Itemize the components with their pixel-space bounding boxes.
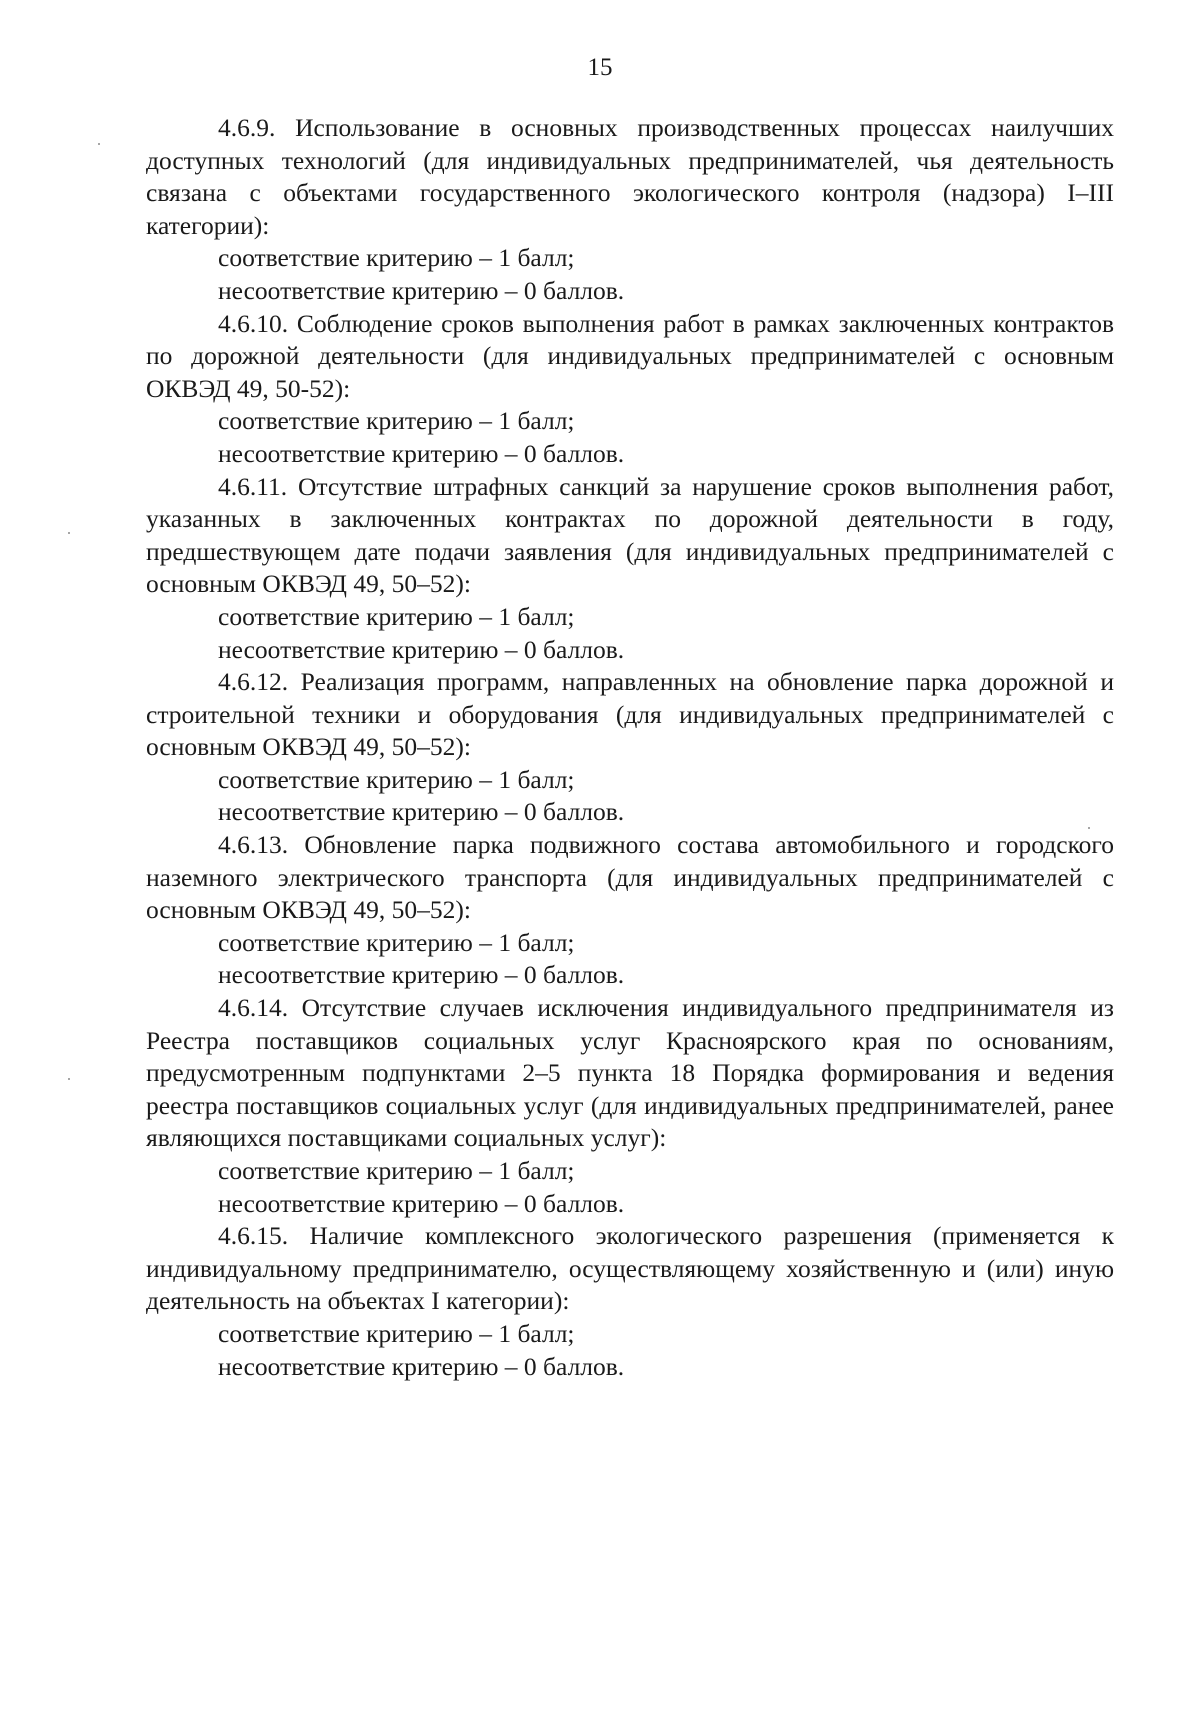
scan-artifact-dot	[68, 532, 70, 534]
clause-4-6-15	[146, 1220, 1114, 1383]
clause-4-6-9	[146, 112, 1114, 308]
scan-artifact-dot	[98, 143, 100, 145]
criterion-mismatch-score: несоответствие критерию – 0 баллов.	[218, 1188, 625, 1218]
clause-text: 4.6.10. Соблюдение сроков выполнения работ в рамках заключенных контрактов по дорожной деятельности (для индивидуальных предпринимателей с основным ОКВЭД 49, 50-52):	[146, 308, 1114, 403]
criterion-match-score: соответствие критерию – 1 балл;	[218, 406, 575, 436]
criterion-mismatch-score: несоответствие критерию – 0 баллов.	[218, 960, 625, 990]
criterion-mismatch-score: несоответствие критерию – 0 баллов.	[218, 1351, 625, 1381]
clause-text: 4.6.15. Наличие комплексного экологического разрешения (применяется к индивидуальному предпринимателю, осуществляющему хозяйственную и (или) иную деятельность на объектах I категории):	[146, 1221, 1114, 1316]
criterion-match-score: соответствие критерию – 1 балл;	[218, 764, 575, 794]
criterion-match-score: соответствие критерию – 1 балл;	[218, 1156, 575, 1185]
criterion-match-score: соответствие критерию – 1 балл;	[218, 1318, 575, 1348]
clause-4-6-10	[146, 308, 1114, 471]
criterion-mismatch-score: несоответствие критерию – 0 баллов.	[218, 275, 625, 305]
clause-text: 4.6.12. Реализация программ, направленных на обновление парка дорожной и строительной техники и оборудования (для индивидуальных предпринимателей с основным ОКВЭД 49, 50–52):	[146, 667, 1114, 762]
criterion-mismatch-score: несоответствие критерию – 0 баллов.	[218, 634, 625, 664]
criterion-match-score: соответствие критерию – 1 балл;	[218, 927, 575, 957]
clause-4-6-13	[146, 829, 1114, 992]
scan-artifact-dot	[1088, 827, 1090, 829]
criterion-mismatch-score: несоответствие критерию – 0 баллов.	[218, 438, 625, 468]
criterion-mismatch-score: несоответствие критерию – 0 баллов.	[218, 797, 625, 827]
clause-text: 4.6.13. Обновление парка подвижного состава автомобильного и городского наземного электрического транспорта (для индивидуальных предпринимателей с основным ОКВЭД 49, 50–52):	[146, 830, 1114, 925]
page-number: 15	[587, 54, 613, 81]
clause-text: 4.6.11. Отсутствие штрафных санкций за нарушение сроков выполнения работ, указанных в заключенных контрактах по дорожной деятельности в году, предшествующем дате подачи заявления (для индивидуальных предпринимателей с основным ОКВЭД 49, 50–52):	[146, 471, 1114, 599]
clause-4-6-12	[146, 666, 1114, 829]
clause-text: 4.6.14. Отсутствие случаев исключения индивидуального предпринимателя из Реестра поставщиков социальных услуг Красноярского края по основаниям, предусмотренным подпунктами 2–5 пункта 18 Порядка формирования и ведения реестра поставщиков социальных услуг (для индивидуальных предпринимателей, ранее являющихся поставщиками социальных услуг):	[146, 993, 1114, 1153]
criterion-match-score: соответствие критерию – 1 балл;	[218, 601, 575, 631]
clause-text: 4.6.9. Использование в основных производственных процессах наилучших доступных технологий (для индивидуальных предпринимателей, чья деятельность связана с объектами государственного экологического контроля (надзора) I–III категории):	[146, 113, 1114, 240]
document-body	[146, 112, 1114, 1383]
clause-4-6-14	[146, 992, 1114, 1220]
scan-artifact-dot	[68, 1078, 70, 1080]
criterion-match-score: соответствие критерию – 1 балл;	[218, 243, 575, 273]
clause-4-6-11	[146, 471, 1114, 667]
